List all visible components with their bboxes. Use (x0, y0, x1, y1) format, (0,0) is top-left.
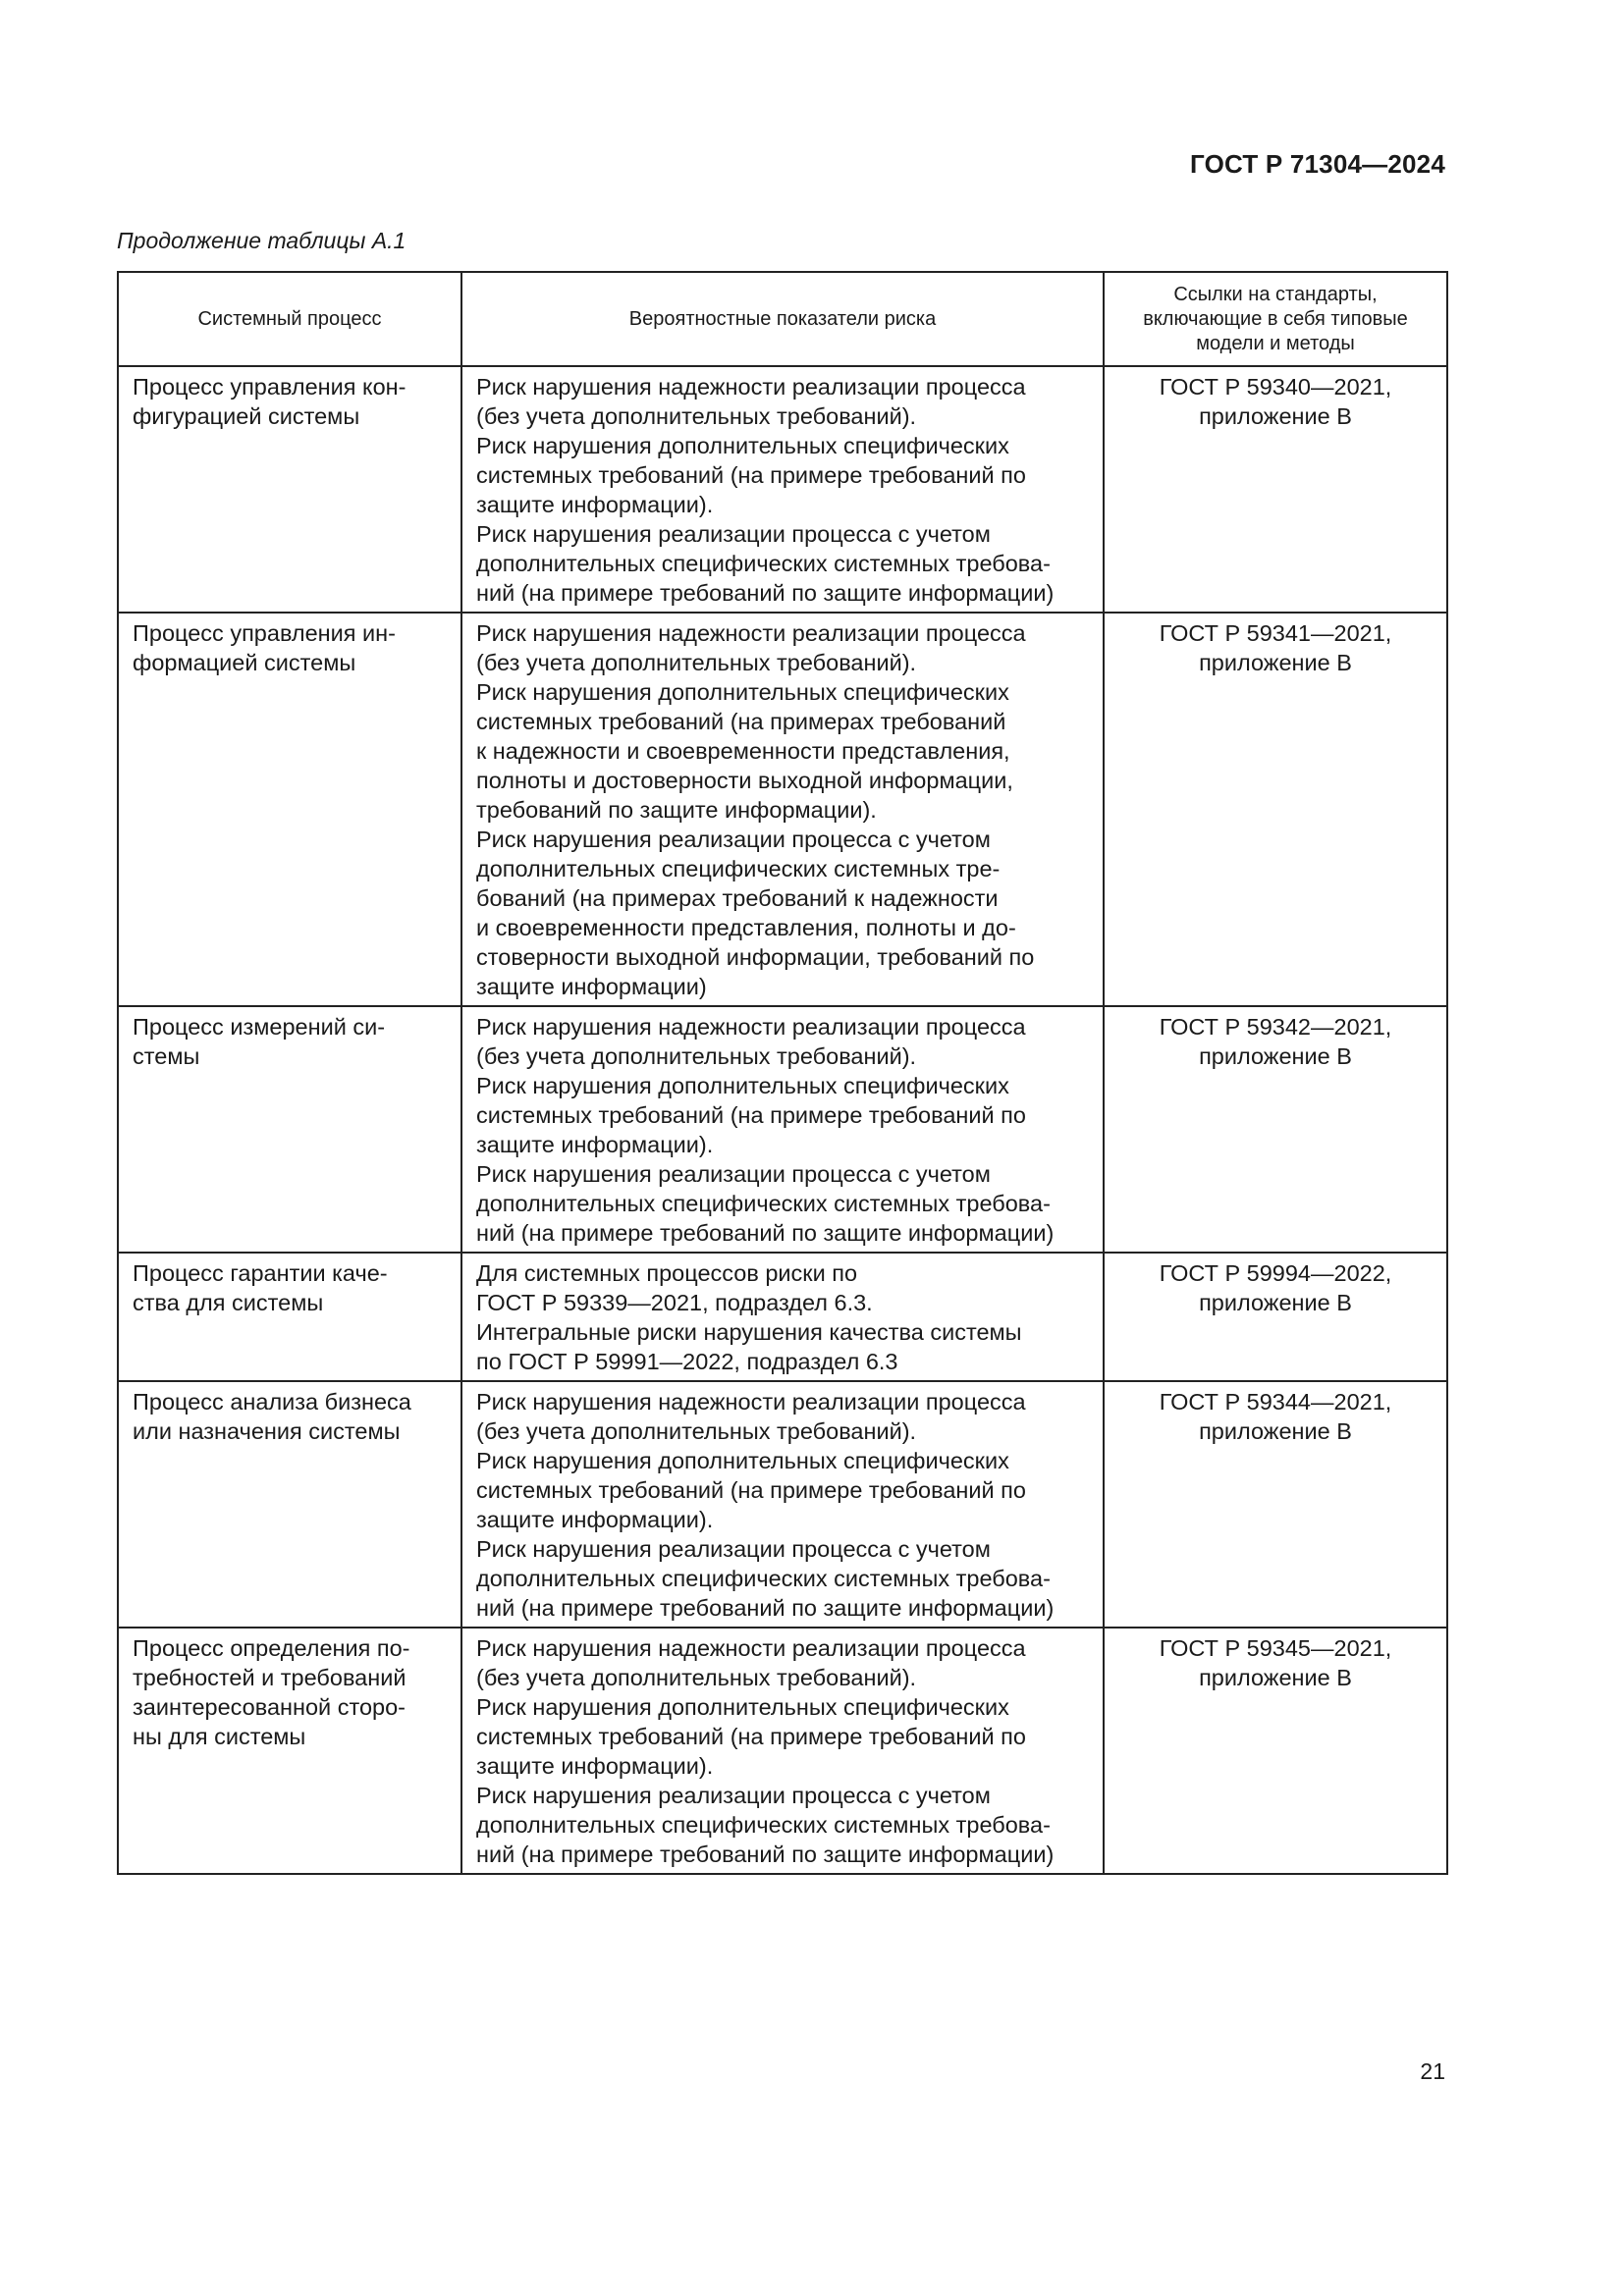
process-line: ства для системы (133, 1290, 324, 1315)
risks-cell (461, 1253, 1104, 1381)
risk-line: ГОСТ Р 59339—2021, подраздел 6.3. (476, 1290, 873, 1315)
refs-cell (1104, 1381, 1447, 1628)
risk-line: (без учета дополнительных требований). (476, 403, 917, 429)
risk-line: дополнительных специфических системных требова- (476, 1812, 1051, 1838)
risk-line: бований (на примерах требований к надежности (476, 885, 999, 911)
process-line: стемы (133, 1043, 200, 1069)
risk-line: дополнительных специфических системных требова- (476, 1191, 1051, 1216)
risk-line: дополнительных специфических системных тре- (476, 856, 1001, 881)
risks-cell (461, 1628, 1104, 1874)
risk-line: (без учета дополнительных требований). (476, 1665, 917, 1690)
risk-line: Риск нарушения дополнительных специфических (476, 1448, 1009, 1473)
risk-line: Интегральные риски нарушения качества системы (476, 1319, 1022, 1345)
refs-cell (1104, 613, 1447, 1006)
risk-line: Риск нарушения реализации процесса с учетом (476, 827, 991, 852)
header-line: Ссылки на стандарты, (1173, 283, 1378, 305)
process-line: Процесс анализа бизнеса (133, 1389, 411, 1415)
refs-cell (1104, 1006, 1447, 1253)
table-row (118, 1253, 1447, 1381)
risk-line: полноты и достоверности выходной информации, (476, 768, 1013, 793)
process-line: Процесс гарантии каче- (133, 1260, 388, 1286)
risk-line: ний (на примере требований по защите информации) (476, 1842, 1055, 1867)
ref-line: ГОСТ Р 59344—2021, (1159, 1389, 1392, 1415)
ref-line: ГОСТ Р 59340—2021, (1159, 374, 1392, 400)
risk-line: Риск нарушения надежности реализации процесса (476, 1635, 1026, 1661)
header-system-process (118, 272, 461, 366)
risk-line: защите информации). (476, 1753, 714, 1779)
process-line: Процесс управления ин- (133, 620, 396, 646)
refs-cell (1104, 366, 1447, 613)
risk-line: Риск нарушения дополнительных специфических (476, 1694, 1009, 1720)
process-cell (118, 1006, 461, 1253)
table-row (118, 1628, 1447, 1874)
refs-cell (1104, 1628, 1447, 1874)
risks-cell (461, 366, 1104, 613)
ref-line: ГОСТ Р 59345—2021, (1159, 1635, 1392, 1661)
ref-line: ГОСТ Р 59341—2021, (1159, 620, 1392, 646)
process-cell (118, 1628, 461, 1874)
process-line: Процесс измерений си- (133, 1014, 386, 1040)
risk-line: Риск нарушения реализации процесса с учетом (476, 1161, 991, 1187)
document-header: ГОСТ Р 71304—2024 (1190, 149, 1445, 179)
risk-line: системных требований (на примере требований по (476, 1724, 1026, 1749)
risk-line: системных требований (на примере требований по (476, 1477, 1026, 1503)
risk-line: системных требований (на примере требований по (476, 1102, 1026, 1128)
header-risk-indicators (461, 272, 1104, 366)
risk-line: стоверности выходной информации, требований по (476, 944, 1035, 970)
risk-line: ний (на примере требований по защите информации) (476, 580, 1055, 606)
risk-line: Риск нарушения надежности реализации процесса (476, 620, 1026, 646)
risk-table (117, 271, 1448, 1875)
risk-line: Риск нарушения реализации процесса с учетом (476, 521, 991, 547)
header-line: Вероятностные показатели риска (628, 307, 937, 330)
table-row (118, 1006, 1447, 1253)
risk-line: системных требований (на примере требований по (476, 462, 1026, 488)
risk-line: системных требований (на примерах требований (476, 709, 1006, 734)
ref-line: приложение В (1199, 1043, 1352, 1069)
process-cell (118, 1381, 461, 1628)
ref-line: приложение В (1199, 1665, 1352, 1690)
ref-line: приложение В (1199, 1290, 1352, 1315)
header-line: включающие в себя типовые (1143, 307, 1408, 330)
header-line: модели и методы (1196, 332, 1355, 354)
process-cell (118, 366, 461, 613)
refs-cell (1104, 1253, 1447, 1381)
risk-line: и своевременности представления, полноты и до- (476, 915, 1016, 940)
process-line: заинтересованной сторо- (133, 1694, 406, 1720)
ref-line: ГОСТ Р 59342—2021, (1159, 1014, 1392, 1040)
risk-line: защите информации). (476, 1507, 714, 1532)
process-line: ны для системы (133, 1724, 306, 1749)
process-line: формацией системы (133, 650, 356, 675)
risk-line: Риск нарушения дополнительных специфических (476, 433, 1009, 458)
risk-line: защите информации). (476, 1132, 714, 1157)
risk-line: Для системных процессов риски по (476, 1260, 858, 1286)
risks-cell (461, 613, 1104, 1006)
risk-line: (без учета дополнительных требований). (476, 1043, 917, 1069)
process-line: Процесс определения по- (133, 1635, 410, 1661)
process-line: требностей и требований (133, 1665, 406, 1690)
ref-line: приложение В (1199, 403, 1352, 429)
risk-line: дополнительных специфических системных требова- (476, 1566, 1051, 1591)
risk-line: к надежности и своевременности представления, (476, 738, 1010, 764)
table-row (118, 1381, 1447, 1628)
table-header-row (118, 272, 1447, 366)
risk-line: ний (на примере требований по защите информации) (476, 1220, 1055, 1246)
process-line: или назначения системы (133, 1418, 401, 1444)
table-caption: Продолжение таблицы А.1 (117, 228, 406, 253)
risk-line: дополнительных специфических системных требова- (476, 551, 1051, 576)
header-line: Системный процесс (197, 307, 382, 330)
process-line: фигурацией системы (133, 403, 360, 429)
risk-line: Риск нарушения надежности реализации процесса (476, 374, 1026, 400)
risk-line: требований по защите информации). (476, 797, 877, 823)
risk-line: по ГОСТ Р 59991—2022, подраздел 6.3 (476, 1349, 898, 1374)
risk-line: Риск нарушения дополнительных специфических (476, 1073, 1009, 1098)
header-standard-refs (1104, 272, 1447, 366)
risk-line: Риск нарушения реализации процесса с учетом (476, 1536, 991, 1562)
table-row (118, 613, 1447, 1006)
page-number: 21 (1420, 2058, 1445, 2084)
risk-line: Риск нарушения реализации процесса с учетом (476, 1783, 991, 1808)
risks-cell (461, 1381, 1104, 1628)
ref-line: приложение В (1199, 650, 1352, 675)
risk-line: Риск нарушения дополнительных специфических (476, 679, 1009, 705)
risk-line: (без учета дополнительных требований). (476, 650, 917, 675)
process-line: Процесс управления кон- (133, 374, 406, 400)
ref-line: приложение В (1199, 1418, 1352, 1444)
risk-line: ний (на примере требований по защите информации) (476, 1595, 1055, 1621)
process-cell (118, 613, 461, 1006)
ref-line: ГОСТ Р 59994—2022, (1159, 1260, 1392, 1286)
risk-line: (без учета дополнительных требований). (476, 1418, 917, 1444)
risks-cell (461, 1006, 1104, 1253)
process-cell (118, 1253, 461, 1381)
risk-line: Риск нарушения надежности реализации процесса (476, 1389, 1026, 1415)
risk-line: Риск нарушения надежности реализации процесса (476, 1014, 1026, 1040)
table-row (118, 366, 1447, 613)
risk-line: защите информации) (476, 974, 707, 999)
risk-line: защите информации). (476, 492, 714, 517)
